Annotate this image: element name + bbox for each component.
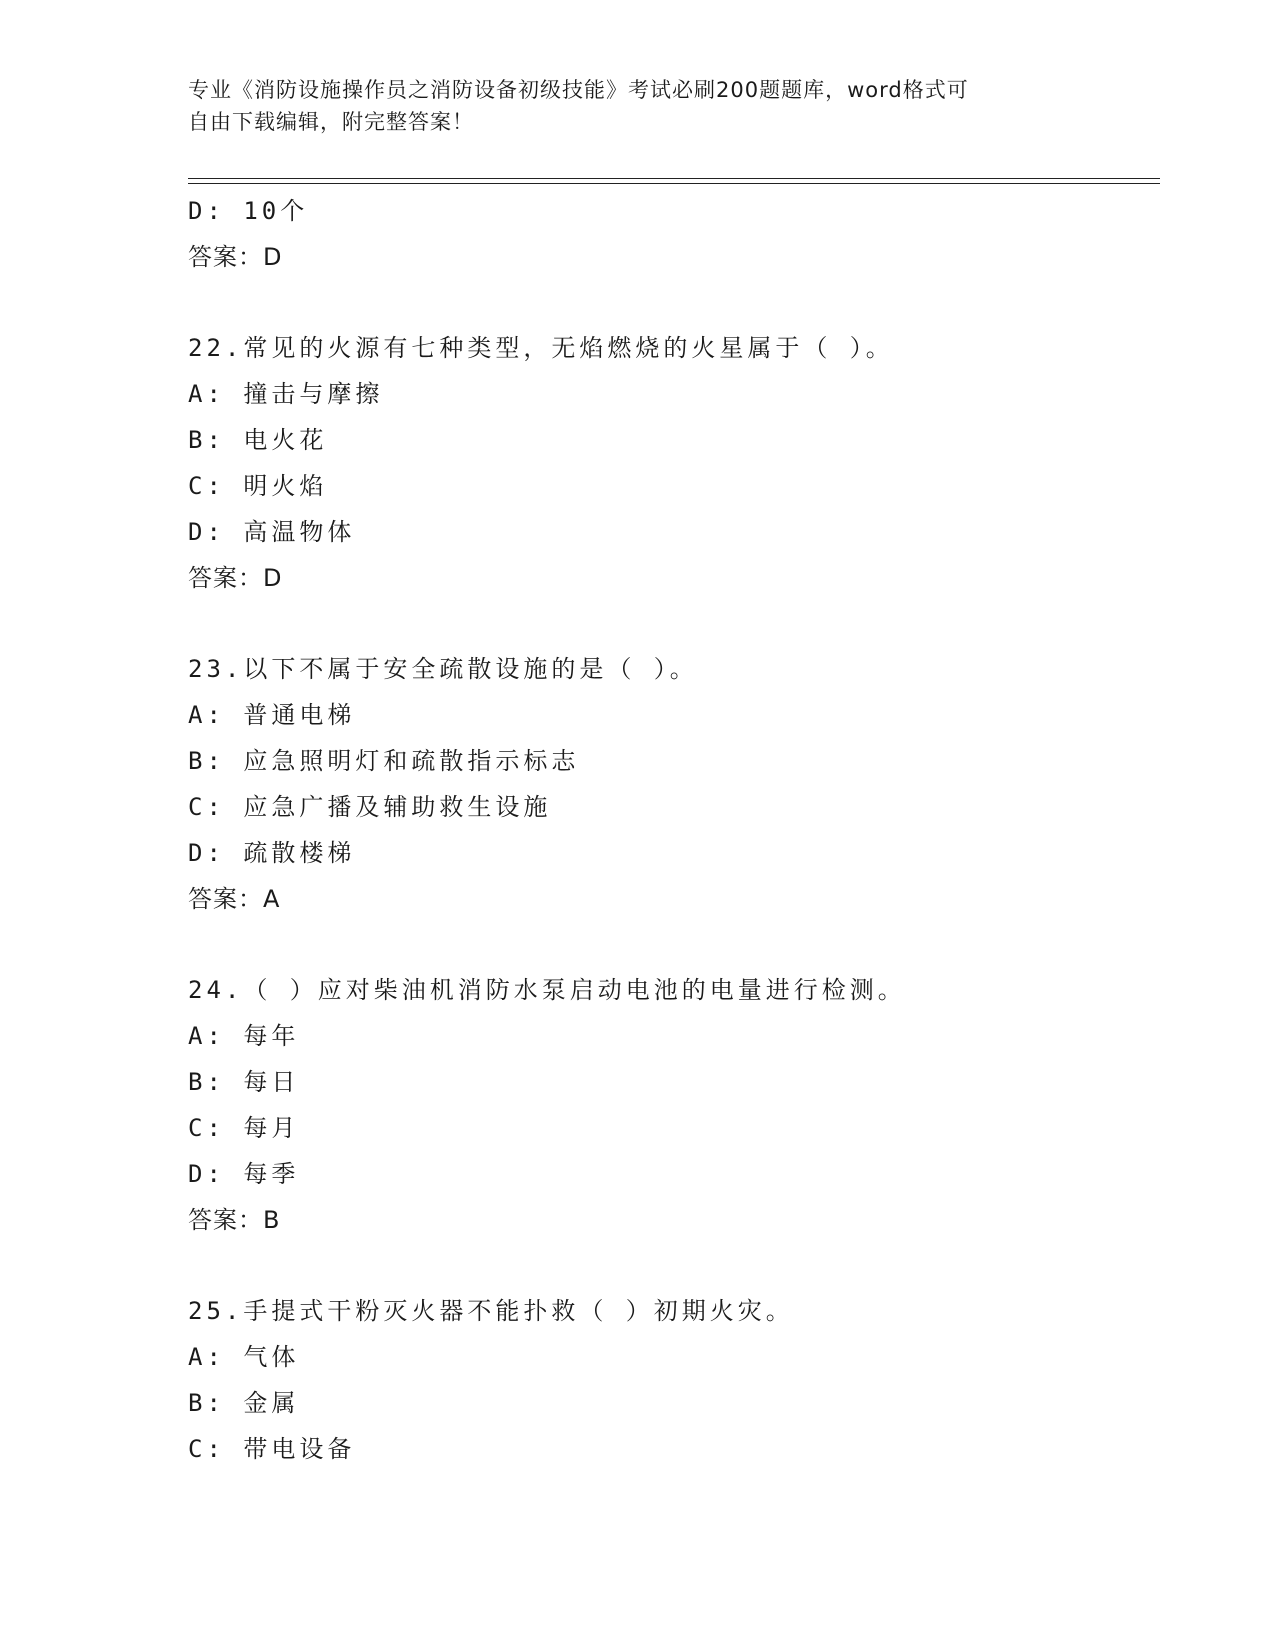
header-divider-bottom bbox=[188, 183, 1160, 184]
option-d: D: 疏散楼梯 bbox=[188, 839, 356, 867]
option-d: D: 10个 bbox=[188, 197, 309, 225]
option-c: C: 应急广播及辅助救生设施 bbox=[188, 793, 552, 821]
question-22 bbox=[188, 325, 1148, 601]
question-stem: 22.常见的火源有七种类型，无焰燃烧的火星属于（ ）。 bbox=[188, 334, 894, 362]
answer-line: 答案：D bbox=[188, 564, 283, 592]
option-d: D: 高温物体 bbox=[188, 518, 356, 546]
option-b: B: 应急照明灯和疏散指示标志 bbox=[188, 747, 580, 775]
header-divider-top bbox=[188, 178, 1160, 179]
option-c: C: 明火焰 bbox=[188, 472, 328, 500]
option-c: C: 每月 bbox=[188, 1114, 300, 1142]
answer-line: 答案：A bbox=[188, 885, 281, 913]
option-a: A: 每年 bbox=[188, 1022, 300, 1050]
header-line-2: 自由下载编辑，附完整答案！ bbox=[188, 110, 474, 134]
document-header bbox=[188, 74, 1088, 138]
option-a: A: 撞击与摩擦 bbox=[188, 380, 384, 408]
option-b: B: 每日 bbox=[188, 1068, 300, 1096]
option-c: C: 带电设备 bbox=[188, 1435, 356, 1463]
question-25 bbox=[188, 1288, 1148, 1472]
answer-line: 答案：D bbox=[188, 243, 283, 271]
question-list bbox=[188, 188, 1148, 1472]
question-21-tail bbox=[188, 188, 1148, 280]
question-24 bbox=[188, 967, 1148, 1243]
answer-line: 答案：B bbox=[188, 1206, 281, 1234]
option-a: A: 气体 bbox=[188, 1343, 300, 1371]
question-stem: 23.以下不属于安全疏散设施的是（ ）。 bbox=[188, 655, 698, 683]
option-b: B: 电火花 bbox=[188, 426, 328, 454]
question-stem: 25.手提式干粉灭火器不能扑救（ ）初期火灾。 bbox=[188, 1297, 794, 1325]
option-a: A: 普通电梯 bbox=[188, 701, 356, 729]
question-stem: 24.（ ）应对柴油机消防水泵启动电池的电量进行检测。 bbox=[188, 976, 906, 1004]
question-23 bbox=[188, 646, 1148, 922]
option-d: D: 每季 bbox=[188, 1160, 300, 1188]
option-b: B: 金属 bbox=[188, 1389, 300, 1417]
header-line-1: 专业《消防设施操作员之消防设备初级技能》考试必刷200题题库，word格式可 bbox=[188, 78, 969, 102]
